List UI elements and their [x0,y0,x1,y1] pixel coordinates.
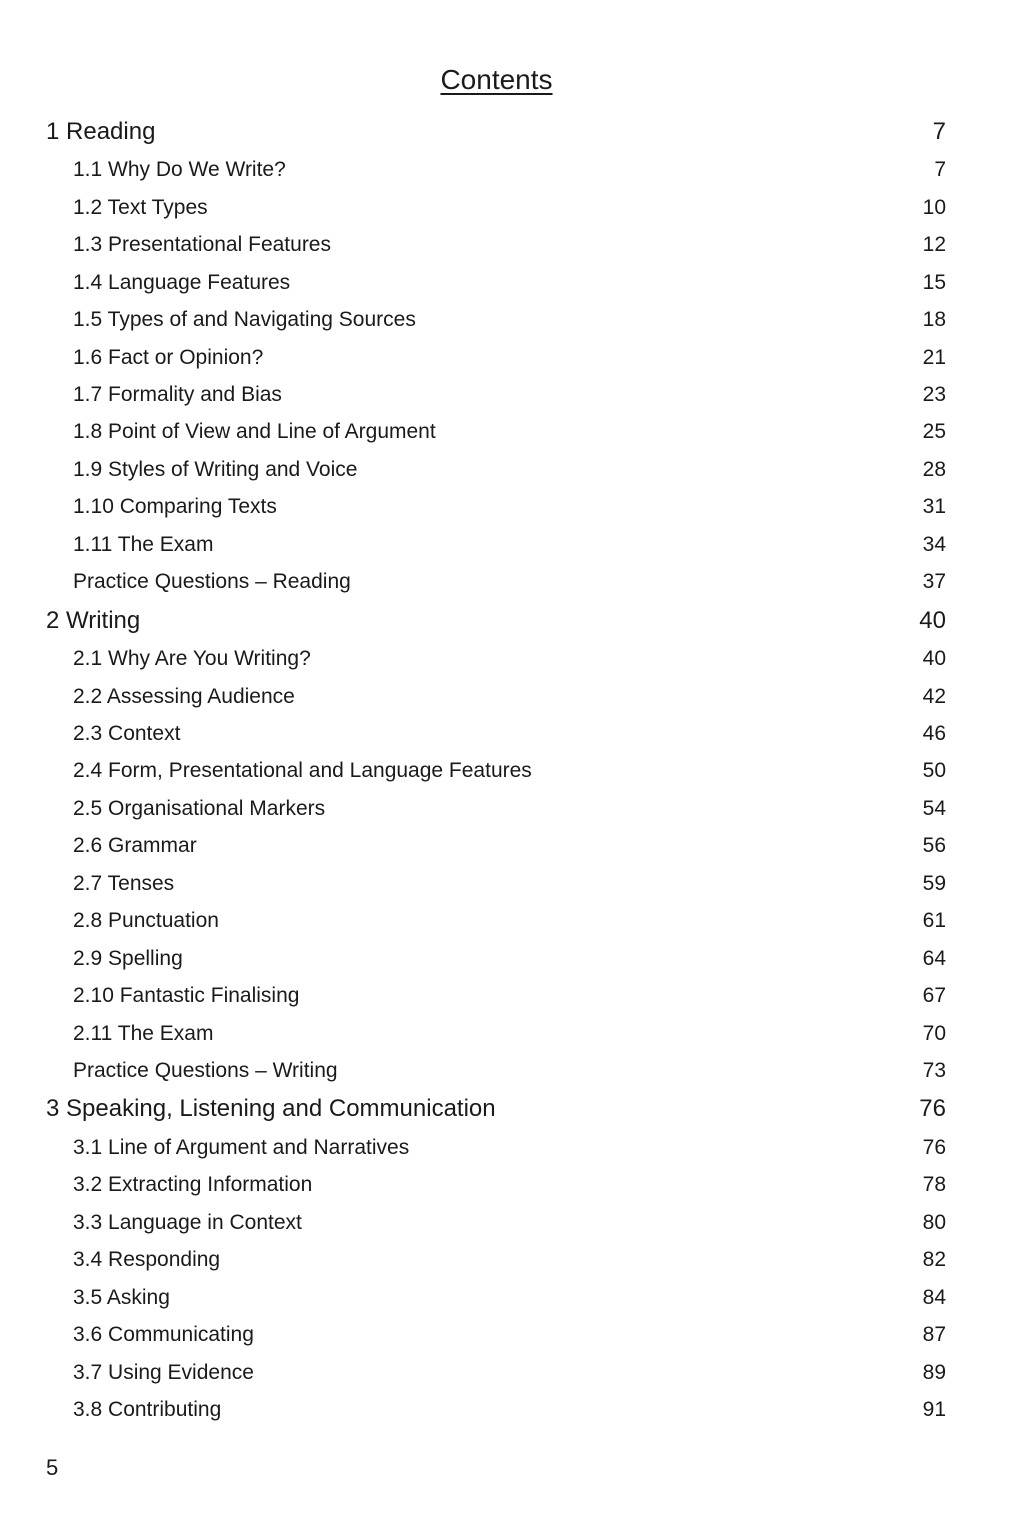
toc-entry-page-number: 87 [922,1323,946,1347]
toc-entry-page-number: 56 [922,834,946,858]
toc-entry-page-number: 73 [922,1058,946,1082]
toc-section-entry[interactable] [46,339,946,376]
toc-chapter-entry[interactable] [46,601,946,641]
toc-entry-page-number: 54 [922,796,946,820]
toc-section-entry[interactable] [46,563,946,600]
toc-entry-title: 1.6 Fact or Opinion? [73,345,264,369]
toc-section-entry[interactable] [46,301,946,338]
toc-section-entry[interactable] [46,1279,946,1316]
toc-entry-title: 2.8 Punctuation [73,909,219,933]
toc-entry-title: 1 Reading [46,117,156,145]
toc-section-entry[interactable] [46,940,946,977]
toc-entry-title: 1.2 Text Types [73,195,208,219]
toc-entry-page-number: 76 [922,1136,946,1159]
toc-entry-title: 2.4 Form, Presentational and Language Features [73,759,532,783]
toc-entry-title: 3.4 Responding [73,1248,221,1272]
toc-entry-page-number: 67 [922,984,946,1008]
toc-section-entry[interactable] [46,1129,946,1166]
toc-section-entry[interactable] [46,489,946,526]
toc-entry-title: 1.5 Types of and Navigating Sources [73,308,416,332]
toc-entry-page-number: 50 [922,759,946,783]
toc-entry-page-number: 78 [922,1173,946,1197]
toc-section-entry[interactable] [46,152,946,189]
toc-section-entry[interactable] [46,1015,946,1052]
toc-section-entry[interactable] [46,715,946,752]
toc-entry-page-number: 21 [922,345,946,369]
toc-entry-title: 3.2 Extracting Information [73,1173,313,1197]
toc-entry-title: 2.10 Fantastic Finalising [73,984,300,1008]
toc-entry-page-number: 40 [919,606,946,634]
toc-section-entry[interactable] [46,977,946,1014]
toc-section-entry[interactable] [46,451,946,488]
toc-entry-page-number: 80 [922,1210,946,1234]
toc-entry-title: 3.5 Asking [73,1285,170,1309]
toc-section-entry[interactable] [46,828,946,865]
toc-entry-title: 3.8 Contributing [73,1398,222,1422]
toc-entry-title: 1.3 Presentational Features [73,233,331,257]
toc-section-entry[interactable] [46,376,946,413]
toc-section-entry[interactable] [46,753,946,790]
toc-entry-title: 2.9 Spelling [73,946,183,970]
toc-entry-title: 2.7 Tenses [73,871,175,895]
toc-entry-title: 1.7 Formality and Bias [73,382,282,406]
toc-entry-title: 3.1 Line of Argument and Narratives [73,1136,410,1159]
toc-entry-page-number: 91 [922,1398,946,1422]
toc-chapter-entry[interactable] [46,1090,946,1130]
toc-section-entry[interactable] [46,640,946,677]
toc-entry-title: 3.3 Language in Context [73,1210,302,1234]
toc-entry-page-number: 59 [922,871,946,895]
toc-entry-title: 2.3 Context [73,722,181,746]
toc-section-entry[interactable] [46,1242,946,1279]
toc-entry-title: 2.5 Organisational Markers [73,796,326,820]
toc-entry-page-number: 82 [922,1248,946,1272]
toc-entry-page-number: 64 [922,946,946,970]
toc-entry-page-number: 10 [922,195,946,219]
toc-entry-page-number: 61 [922,909,946,933]
toc-entry-page-number: 70 [922,1021,946,1045]
toc-entry-page-number: 7 [934,158,946,182]
toc-entry-title: 3.7 Using Evidence [73,1360,254,1384]
table-of-contents [46,112,946,1429]
page-title: Contents [440,64,553,95]
toc-entry-title: 1.1 Why Do We Write? [73,158,286,182]
toc-entry-title: 2.2 Assessing Audience [73,684,295,708]
toc-entry-page-number: 34 [922,532,946,556]
toc-entry-page-number: 42 [922,684,946,708]
toc-entry-title: 2 Writing [46,606,141,634]
toc-entry-page-number: 31 [922,495,946,519]
toc-section-entry[interactable] [46,1316,946,1353]
toc-section-entry[interactable] [46,1052,946,1089]
toc-entry-page-number: 40 [922,647,946,671]
toc-entry-title: 3.6 Communicating [73,1323,254,1347]
toc-section-entry[interactable] [46,264,946,301]
toc-entry-page-number: 46 [922,722,946,746]
toc-entry-title: Practice Questions – Reading [73,570,351,594]
toc-entry-title: 1.9 Styles of Writing and Voice [73,457,358,481]
toc-section-entry[interactable] [46,678,946,715]
toc-entry-title: 3 Speaking, Listening and Communication [46,1095,496,1123]
toc-entry-title: 2.6 Grammar [73,834,197,858]
toc-section-entry[interactable] [46,790,946,827]
toc-entry-page-number: 15 [922,270,946,294]
toc-entry-page-number: 18 [922,308,946,332]
toc-section-entry[interactable] [46,1204,946,1241]
toc-entry-title: 2.11 The Exam [73,1021,214,1045]
toc-entry-page-number: 7 [932,117,946,145]
page-number: 5 [46,1455,59,1480]
toc-entry-page-number: 89 [922,1360,946,1384]
toc-entry-title: 2.1 Why Are You Writing? [73,647,311,671]
toc-entry-page-number: 84 [922,1285,946,1309]
toc-entry-page-number: 37 [922,570,946,594]
toc-chapter-entry[interactable] [46,112,946,152]
toc-entry-page-number: 28 [922,457,946,481]
toc-section-entry[interactable] [46,865,946,902]
toc-section-entry[interactable] [46,189,946,226]
toc-entry-page-number: 12 [922,233,946,257]
toc-section-entry[interactable] [46,526,946,563]
toc-entry-page-number: 25 [922,420,946,444]
toc-entry-title: 1.10 Comparing Texts [73,495,277,519]
toc-section-entry[interactable] [46,1167,946,1204]
toc-section-entry[interactable] [46,1391,946,1428]
toc-section-entry[interactable] [46,414,946,451]
toc-entry-title: Practice Questions – Writing [73,1058,338,1082]
toc-entry-title: 1.8 Point of View and Line of Argument [73,420,436,444]
toc-section-entry[interactable] [46,226,946,263]
toc-entry-title: 1.4 Language Features [73,270,291,294]
toc-entry-page-number: 76 [919,1095,946,1123]
toc-entry-page-number: 23 [922,382,946,406]
toc-entry-title: 1.11 The Exam [73,532,214,556]
toc-section-entry[interactable] [46,903,946,940]
toc-section-entry[interactable] [46,1354,946,1391]
